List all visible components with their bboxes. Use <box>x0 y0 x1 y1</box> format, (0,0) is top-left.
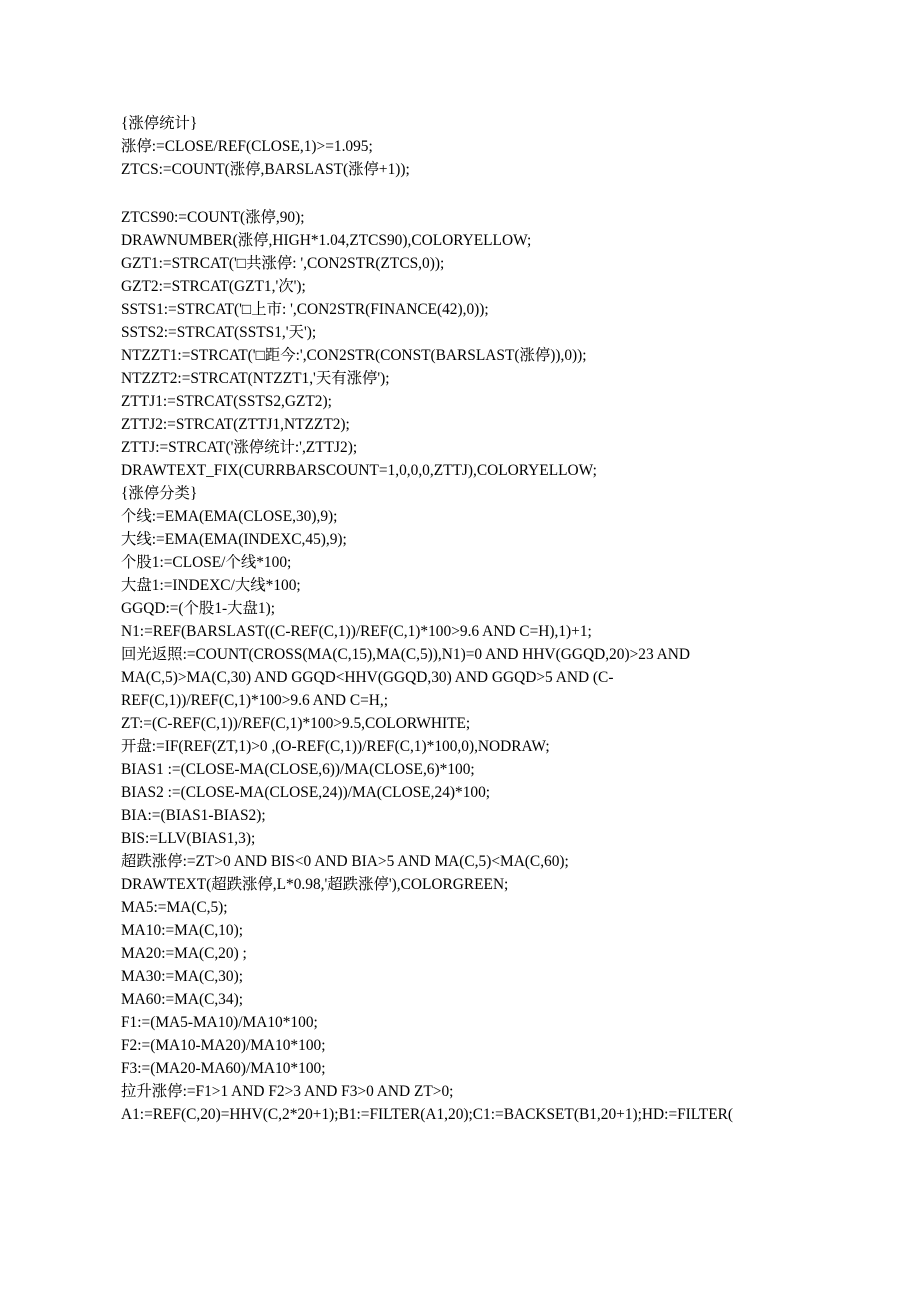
code-line: DRAWTEXT_FIX(CURRBARSCOUNT=1,0,0,0,ZTTJ),COLORYELLOW; <box>121 462 597 479</box>
code-line: SSTS1:=STRCAT('□上市: ',CON2STR(FINANCE(42),0)); <box>121 301 489 318</box>
code-line: GGQD:=(个股1-大盘1); <box>121 600 276 617</box>
code-line: NTZZT1:=STRCAT('□距今:',CON2STR(CONST(BARSLAST(涨停)),0)); <box>121 347 587 364</box>
code-line: BIAS1 :=(CLOSE-MA(CLOSE,6))/MA(CLOSE,6)*100; <box>121 761 475 778</box>
code-line: ZTCS90:=COUNT(涨停,90); <box>121 209 305 226</box>
code-line: SSTS2:=STRCAT(SSTS1,'天'); <box>121 324 317 341</box>
code-line: BIAS2 :=(CLOSE-MA(CLOSE,24))/MA(CLOSE,24)*100; <box>121 784 491 801</box>
code-line: MA10:=MA(C,10); <box>121 922 243 939</box>
code-line: ZTCS:=COUNT(涨停,BARSLAST(涨停+1)); <box>121 161 410 178</box>
code-line: F3:=(MA20-MA60)/MA10*100; <box>121 1060 326 1077</box>
code-line: MA20:=MA(C,20) ; <box>121 945 247 962</box>
code-line: GZT2:=STRCAT(GZT1,'次'); <box>121 278 306 295</box>
code-line: ZTTJ:=STRCAT('涨停统计:',ZTTJ2); <box>121 439 358 456</box>
code-line: 开盘:=IF(REF(ZT,1)>0 ,(O-REF(C,1))/REF(C,1)*100,0),NODRAW; <box>121 738 550 755</box>
code-line: A1:=REF(C,20)=HHV(C,2*20+1);B1:=FILTER(A1,20);C1:=BACKSET(B1,20+1);HD:=FILTER( <box>121 1106 733 1123</box>
code-line: 回光返照:=COUNT(CROSS(MA(C,15),MA(C,5)),N1)=0 AND HHV(GGQD,20)>23 AND <box>121 646 690 663</box>
code-line: ZTTJ1:=STRCAT(SSTS2,GZT2); <box>121 393 332 410</box>
code-line: F2:=(MA10-MA20)/MA10*100; <box>121 1037 326 1054</box>
code-line: BIS:=LLV(BIAS1,3); <box>121 830 256 847</box>
code-line: 个股1:=CLOSE/个线*100; <box>121 554 292 571</box>
code-line: MA60:=MA(C,34); <box>121 991 243 1008</box>
code-line: N1:=REF(BARSLAST((C-REF(C,1))/REF(C,1)*100>9.6 AND C=H),1)+1; <box>121 623 592 640</box>
code-line-continued: MA(C,5)>MA(C,30) AND GGQD<HHV(GGQD,30) AND GGQD>5 AND (C- <box>121 669 614 686</box>
blank-line <box>121 181 911 206</box>
code-line: 个线:=EMA(EMA(CLOSE,30),9); <box>121 508 338 525</box>
code-line: 大线:=EMA(EMA(INDEXC,45),9); <box>121 531 347 548</box>
document-body <box>121 112 911 1126</box>
code-line: BIA:=(BIAS1-BIAS2); <box>121 807 266 824</box>
code-line: DRAWNUMBER(涨停,HIGH*1.04,ZTCS90),COLORYELLOW; <box>121 232 532 249</box>
code-line: DRAWTEXT(超跌涨停,L*0.98,'超跌涨停'),COLORGREEN; <box>121 876 509 893</box>
code-line: ZTTJ2:=STRCAT(ZTTJ1,NTZZT2); <box>121 416 350 433</box>
code-line: GZT1:=STRCAT('□共涨停: ',CON2STR(ZTCS,0)); <box>121 255 445 272</box>
code-line: 大盘1:=INDEXC/大线*100; <box>121 577 301 594</box>
code-line-continued: REF(C,1))/REF(C,1)*100>9.6 AND C=H,; <box>121 692 389 709</box>
code-line: ZT:=(C-REF(C,1))/REF(C,1)*100>9.5,COLORWHITE; <box>121 715 471 732</box>
section-heading: {涨停分类} <box>121 485 198 502</box>
code-line: MA5:=MA(C,5); <box>121 899 228 916</box>
code-line: NTZZT2:=STRCAT(NTZZT1,'天有涨停'); <box>121 370 390 387</box>
code-line: 涨停:=CLOSE/REF(CLOSE,1)>=1.095; <box>121 138 373 155</box>
code-line: F1:=(MA5-MA10)/MA10*100; <box>121 1014 318 1031</box>
code-line: 拉升涨停:=F1>1 AND F2>3 AND F3>0 AND ZT>0; <box>121 1083 454 1100</box>
code-line: 超跌涨停:=ZT>0 AND BIS<0 AND BIA>5 AND MA(C,5)<MA(C,60); <box>121 853 569 870</box>
code-line: {涨停统计} <box>121 115 198 132</box>
code-line: MA30:=MA(C,30); <box>121 968 243 985</box>
